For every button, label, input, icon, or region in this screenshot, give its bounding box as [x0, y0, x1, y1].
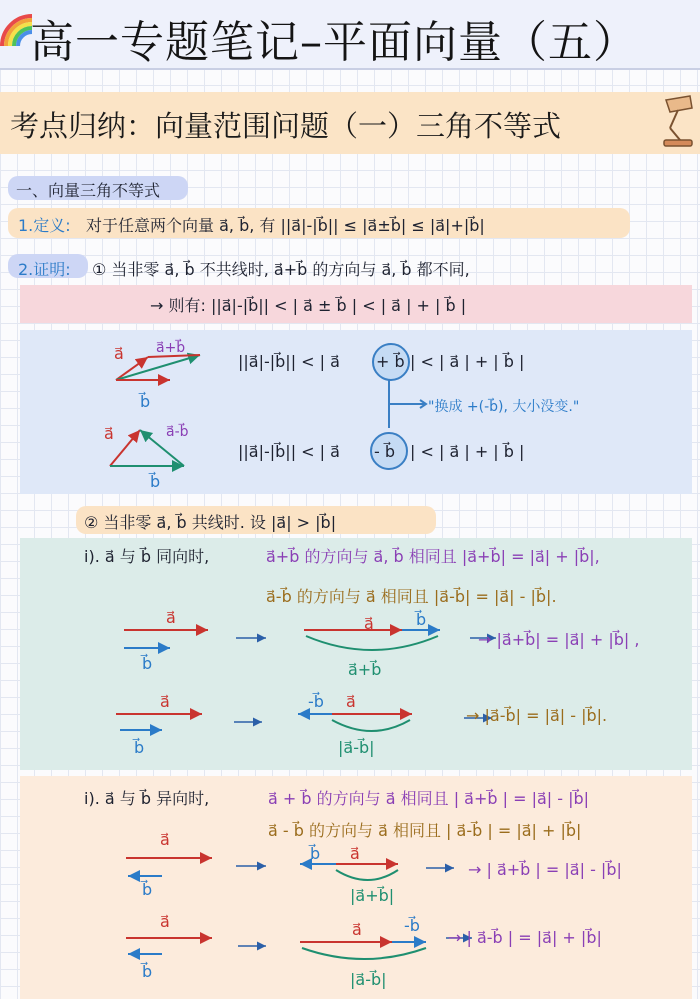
page-title: 高一专题笔记–平面向量（五） [30, 17, 638, 68]
label-a-6: a⃗ [346, 692, 356, 711]
label-a-2: a⃗ [104, 424, 114, 443]
same-result-1: → |a⃗+b⃗| = |a⃗| + |b⃗| , [478, 630, 640, 649]
same-direction-label: i). a⃗ 与 b⃗ 同向时, [84, 547, 210, 566]
ineq-minus-mid: - b⃗ [374, 442, 396, 461]
label-a-3: a⃗ [166, 608, 176, 627]
ineq-minus-left: ||a⃗|-|b⃗|| < | a⃗ [238, 442, 340, 461]
opposite-direction-label: i). a⃗ 与 b⃗ 异向时, [84, 789, 210, 808]
label-b-4: b⃗ [416, 610, 427, 629]
label-abs-a-plus-b: |a⃗+b⃗| [350, 886, 395, 905]
definition-text: 对于任意两个向量 a⃗, b⃗, 有 ||a⃗|-|b⃗|| ≤ |a⃗±b⃗| ≤ |a⃗|+|b⃗| [86, 216, 485, 235]
label-a-9: a⃗ [160, 912, 170, 931]
label-abs-a-minus-b: |a⃗-b⃗| [338, 738, 375, 757]
label-a-plus-b: a⃗+b⃗ [156, 340, 186, 356]
label-neg-b-2: -b⃗ [404, 916, 420, 935]
label-a-5: a⃗ [160, 692, 170, 711]
label-b-5: b⃗ [134, 738, 145, 757]
case1-text: ① 当非零 a⃗, b⃗ 不共线时, a⃗+b⃗ 的方向与 a⃗, b⃗ 都不同, [92, 260, 470, 279]
desk-lamp-icon [656, 94, 696, 154]
ineq-minus-right: | < | a⃗ | + | b⃗ | [410, 442, 525, 461]
section-subtitle: 考点归纳：向量范围问题（一）三角不等式 [10, 109, 562, 143]
note-text: "换成 +(-b⃗), 大小没变." [428, 399, 580, 415]
definition-label: 1.定义: [18, 216, 71, 235]
same-sum-diagram [120, 606, 500, 686]
opposite-result-1: → | a⃗+b⃗ | = |a⃗| - |b⃗| [468, 860, 622, 879]
ineq-plus-left: ||a⃗|-|b⃗|| < | a⃗ [238, 352, 340, 371]
same-direction-line1: a⃗+b⃗ 的方向与 a⃗, b⃗ 相同且 |a⃗+b⃗| = |a⃗| + |b⃗|, [266, 547, 600, 566]
label-a-7: a⃗ [160, 830, 170, 849]
label-b-6: b⃗ [142, 880, 153, 899]
same-direction-line2: a⃗-b⃗ 的方向与 a⃗ 相同且 |a⃗-b⃗| = |a⃗| - |b⃗|. [266, 587, 557, 606]
label-abs-a-minus-b-2: |a⃗-b⃗| [350, 970, 387, 989]
label-b-2: b⃗ [150, 472, 161, 491]
same-diff-diagram [112, 690, 502, 760]
vector-a-arrow-2 [110, 430, 140, 466]
proof-label: 2.证明: [18, 260, 71, 279]
label-a-10: a⃗ [352, 920, 362, 939]
label-b-7: b⃗ [310, 844, 321, 863]
section-heading: 一、向量三角不等式 [16, 181, 161, 200]
label-b-1: b⃗ [140, 392, 151, 411]
ineq-plus-mid: + b⃗ [376, 352, 405, 371]
label-neg-b-1: -b⃗ [308, 692, 324, 711]
label-a-1: a⃗ [114, 344, 124, 363]
label-a-minus-b: a⃗-b⃗ [166, 424, 189, 440]
ineq-plus-right: | < | a⃗ | + | b⃗ | [410, 352, 525, 371]
vector-sum-arrow [116, 355, 200, 380]
label-b-8: b⃗ [142, 962, 153, 981]
label-a-4: a⃗ [364, 614, 374, 633]
opposite-direction-line1: a⃗ + b⃗ 的方向与 a⃗ 相同且 | a⃗+b⃗ | = |a⃗| - |b⃗| [268, 789, 590, 808]
conclusion-inequality: → 则有: ||a⃗|-|b⃗|| < | a⃗ ± b⃗ | < | a⃗ | + | b⃗ | [150, 296, 467, 315]
opposite-sum-diagram [120, 838, 460, 908]
opposite-direction-line2: a⃗ - b⃗ 的方向与 a⃗ 相同且 | a⃗-b⃗ | = |a⃗| + |b⃗| [268, 821, 582, 840]
triangle-diff-diagram [100, 420, 220, 480]
label-a-8: a⃗ [350, 844, 360, 863]
label-a-plus-b-2: a⃗+b⃗ [348, 660, 382, 679]
opposite-result-2: → | a⃗-b⃗ | = |a⃗| + |b⃗| [448, 928, 602, 947]
label-b-3: b⃗ [142, 654, 153, 673]
same-result-2: → |a⃗-b⃗| = |a⃗| - |b⃗|. [466, 706, 608, 725]
note-arrow [390, 398, 430, 410]
case2-heading: ② 当非零 a⃗, b⃗ 共线时. 设 |a⃗| > |b⃗| [84, 513, 337, 532]
rainbow-icon [0, 2, 34, 50]
